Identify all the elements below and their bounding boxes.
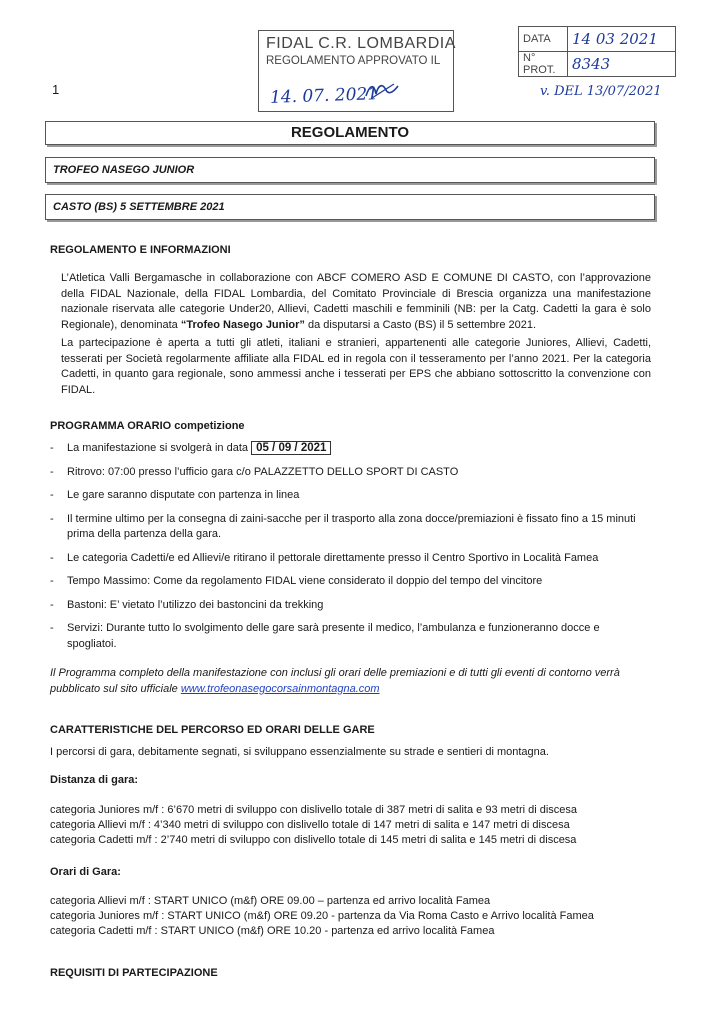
paragraph-participation: La partecipazione è aperta a tutti gli atleti, italiani e stranieri, appartenenti alle categorie Juniores, Allievi, Cadetti, tesserati per Società regolarmente affiliate alla FIDAL ed in regola con il tesseramento per l’anno 2021. Per la categoria Cadetti, in quanto gara regionale, sono ammessi anche i tesserati per EPS che abbiano sottoscritto la convenzione con FIDAL. bbox=[61, 337, 651, 396]
paragraph-intro-text: L’Atletica Valli Bergamasche in collaborazione con ABCF COMERO ASD E COMUNE DI CASTO, con l’approvazione della FIDAL Nazionale, della FIDAL Lombardia, del Comitato Provinciale di Brescia organizza una manifestazione nazionale riservata alle categorie Under20, Allievi, Cadetti maschili e femminili (NB: per la Catg. Cadetti la gara è solo Regionale), denominata bbox=[61, 272, 651, 331]
stamp-date: 14. 07. 2021 bbox=[269, 84, 379, 108]
list-item: - Il termine ultimo per la consegna di zaini-sacche per il trasporto alla zona docce/premiazioni è fissato fino a 15 minuti prima della partenza della gara. bbox=[50, 512, 636, 540]
list-item-text: Tempo Massimo: Come da regolamento FIDAL viene considerato il doppio del tempo del vincitore bbox=[67, 575, 543, 587]
list-item: - La manifestazione si svolgerà in data 05 / 09 / 2021 bbox=[50, 441, 650, 457]
data-value: 14 03 2021 bbox=[568, 27, 676, 52]
list-item: - Le gare saranno disputate con partenza in linea bbox=[50, 489, 300, 501]
distanza-title: Distanza di gara: bbox=[50, 774, 139, 786]
list-item: - Tempo Massimo: Come da regolamento FIDAL viene considerato il doppio del tempo del vincitore bbox=[50, 575, 543, 587]
list-item-text: Le categoria Cadetti/e ed Allievi/e ritirano il pettorale direttamente presso il Centro Sportivo in Località Famea bbox=[67, 551, 599, 564]
website-link[interactable]: www.trofeonasegocorsainmontagna.com bbox=[180, 682, 380, 695]
paragraph-intro bbox=[61, 271, 651, 333]
event-name: TROFEO NASEGO JUNIOR bbox=[45, 157, 655, 183]
list-item-text: Bastoni: E’ vietato l’utilizzo dei bastoncini da trekking bbox=[67, 598, 324, 611]
data-label: DATA bbox=[519, 27, 568, 52]
page-title: REGOLAMENTO bbox=[45, 121, 655, 145]
orario-row: categoria Allievi m/f : START UNICO (m&f) ORE 09.00 – partenza ed arrivo località Famea bbox=[50, 895, 491, 907]
orario-row: categoria Juniores m/f : START UNICO (m&f) ORE 09.20 - partenza da Via Roma Casto e Arrivo località Famea bbox=[50, 910, 594, 922]
event-place-date: CASTO (BS) 5 SETTEMBRE 2021 bbox=[45, 194, 655, 220]
distanza-row: categoria Allievi m/f : 4’340 metri di sviluppo con dislivello totale di 147 metri di salita e 147 metri di discesa bbox=[50, 819, 570, 831]
list-item: - Le categoria Cadetti/e ed Allievi/e ritirano il pettorale direttamente presso il Centro Sportivo in Località Famea bbox=[50, 551, 599, 564]
section-requisiti: REQUISITI DI PARTECIPAZIONE bbox=[50, 967, 218, 979]
stamp-line1: FIDAL C.R. LOMBARDIA bbox=[266, 35, 456, 52]
section-programma: PROGRAMMA ORARIO competizione bbox=[50, 420, 245, 432]
list-item-text: Ritrovo: 07:00 presso l’ufficio gara c/o PALAZZETTO DELLO SPORT DI CASTO bbox=[67, 465, 459, 478]
list-item: - Servizi: Durante tutto lo svolgimento delle gare sarà presente il medico, l’ambulanza e funzioneranno docce e spogliatoi. bbox=[50, 622, 600, 650]
list-item-text: La manifestazione si svolgerà in data bbox=[67, 442, 252, 454]
protocol-note: v. DEL 13/07/2021 bbox=[540, 84, 662, 99]
orario-row: categoria Cadetti m/f : START UNICO (m&f) ORE 10.20 - partenza ed arrivo località Famea bbox=[50, 925, 495, 937]
event-date-box: 05 / 09 / 2021 bbox=[251, 441, 331, 455]
list-item: - Bastoni: E’ vietato l’utilizzo dei bastoncini da trekking bbox=[50, 598, 324, 611]
list-item-text: Servizi: Durante tutto lo svolgimento delle gare sarà presente il medico, l’ambulanza e funzioneranno docce e spogliatoi. bbox=[67, 622, 600, 650]
paragraph-intro-end: da disputarsi a Casto (BS) il 5 settembre 2021. bbox=[304, 318, 537, 331]
section-percorso: CARATTERISTICHE DEL PERCORSO ED ORARI DELLE GARE bbox=[50, 724, 375, 736]
paragraph-intro-bold: “Trofeo Nasego Junior” bbox=[180, 318, 305, 331]
section-regolamento: REGOLAMENTO E INFORMAZIONI bbox=[50, 244, 231, 256]
programma-note bbox=[50, 666, 655, 697]
distanza-row: categoria Cadetti m/f : 2’740 metri di sviluppo con dislivello totale di 145 metri di salita e 145 metri di discesa bbox=[50, 834, 577, 846]
percorso-intro: I percorsi di gara, debitamente segnati, si sviluppano essenzialmente su strade e sentieri di montagna. bbox=[50, 746, 549, 758]
prot-label: N° PROT. bbox=[519, 52, 568, 77]
list-item-text: Il termine ultimo per la consegna di zaini-sacche per il trasporto alla zona docce/premiazioni è fissato fino a 15 minuti prima della partenza della gara. bbox=[67, 512, 636, 540]
note-text: Il Programma completo della manifestazione con inclusi gli orari delle premiazioni e di tutti gli eventi di contorno verrà pubblicato sul sito ufficiale bbox=[50, 667, 620, 695]
orari-title: Orari di Gara: bbox=[50, 866, 121, 878]
list-item: - Ritrovo: 07:00 presso l’ufficio gara c/o PALAZZETTO DELLO SPORT DI CASTO bbox=[50, 465, 459, 478]
stamp-line2: REGOLAMENTO APPROVATO IL bbox=[266, 55, 441, 67]
prot-value: 8343 bbox=[568, 52, 676, 77]
distanze-list bbox=[50, 803, 655, 848]
orari-list bbox=[50, 894, 655, 939]
programma-list bbox=[50, 441, 650, 660]
distanza-row: categoria Juniores m/f : 6’670 metri di sviluppo con dislivello totale di 387 metri di salita e 93 metri di discesa bbox=[50, 804, 578, 816]
list-item-text: Le gare saranno disputate con partenza in linea bbox=[67, 489, 300, 501]
page-number: 1 bbox=[52, 82, 60, 97]
protocol-table bbox=[518, 26, 676, 77]
signature-icon bbox=[364, 80, 400, 100]
